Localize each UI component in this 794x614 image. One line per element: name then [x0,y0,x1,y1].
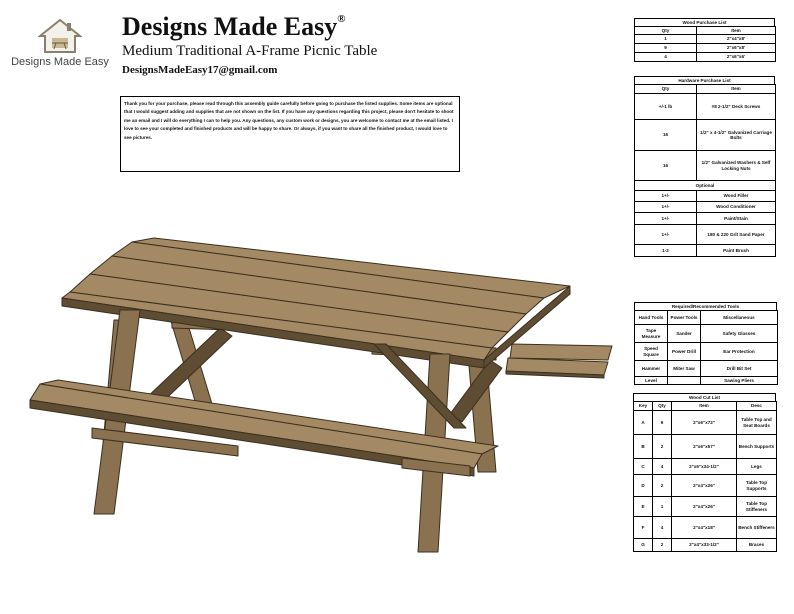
header-qty: Qty [635,85,697,94]
table-row: Level Sawing Pliers [635,377,778,385]
page-subtitle: Medium Traditional A-Frame Picnic Table [122,43,378,59]
optional-label: Optional [635,181,776,191]
table-row: 9 2"x6"x8' [635,44,776,53]
header-item: Item [697,85,776,94]
header-misc: Miscellaneous [701,311,778,325]
wood-purchase-title: Wood Purchase List [634,18,775,26]
header-qty: Qty [635,27,697,35]
hardware-title: Hardware Purchase List [634,76,775,84]
registered-mark: ® [337,13,346,25]
table-row: Speed Square Power Drill Ear Protection [635,343,778,361]
table-row: Hammer Miter Saw Drill Bit Set [635,361,778,377]
house-logo-icon [38,18,82,54]
table-row: F 4 2"x4"x18" Bench Stiffeners [634,517,777,539]
hardware-purchase-table [634,76,775,257]
table-row: 16 1/2" x 4-1/2" Galvanized Carriage Bolts [635,120,776,151]
page-title: Designs Made Easy® [122,12,346,41]
contact-email[interactable]: DesignsMadeEasy17@gmail.com [122,64,278,76]
picnic-table-illustration [22,232,614,558]
table-row: 1-2 Paint Brush [635,245,776,257]
wood-cut-table [633,393,776,552]
header-key: Key [634,402,653,411]
header-item: Item [672,402,737,411]
table-row: 1+/- Wood Conditioner [635,202,776,213]
table-row: Tape Measure Sander Safety Glasses [635,325,778,343]
table-row: 1+/- 180 & 220 Grit Sand Paper [635,225,776,245]
header-qty: Qty [653,402,672,411]
wood-purchase-table [634,18,775,62]
table-row: +/-1 lb #8 2-1/2" Deck Screws [635,94,776,120]
logo-text: Designs Made Easy [11,56,109,68]
tools-table [634,302,777,385]
intro-text-box: Thank you for your purchase, please read through this assembly guide carefully before going to purchase the listed supplies. Some items are optional that I would suggest adding and supplies that are not shown on the list. If you have any questions regarding this project, please don't hesitate to shoot me an email and I will do everything I can to help you. Any questions, any custom work or designs, you are welcome to contact me at the email listed. I love to see your completed and finished products and will be happy to share. Or always, if you want to share all the finished product, I would love to see pictures. [120,96,460,172]
header-item: Item [697,27,776,35]
header-hand-tools: Hand Tools [635,311,668,325]
table-row: 1+/- Wood Filler [635,191,776,202]
tools-title: Required/Recommended Tools [634,302,777,310]
table-row: B 2 2"x6"x57" Bench Supports [634,435,777,459]
table-row: A 9 2"x6"x72" Table Top and Seat Boards [634,411,777,435]
cut-list-title: Wood Cut List [633,393,776,401]
table-row: G 2 2"x4"x33-1/2" Braces [634,539,777,552]
header-power-tools: Power Tools [668,311,701,325]
header-desc: Desc [737,402,777,411]
table-row: C 4 2"x6"x34-1/2" Legs [634,459,777,475]
table-row: 4 2"x6"x6' [635,53,776,62]
table-row: 16 1/2" Galvanized Washers & Self Locking Nuts [635,151,776,181]
table-row: 1 2"x4"x8' [635,35,776,44]
table-row: E 1 2"x4"x26" Table Top Stiffeners [634,497,777,517]
brand-logo [4,18,116,80]
table-row: 1+/- Paint/Stain [635,213,776,225]
table-row: D 2 2"x4"x26" Table Top Supports [634,475,777,497]
